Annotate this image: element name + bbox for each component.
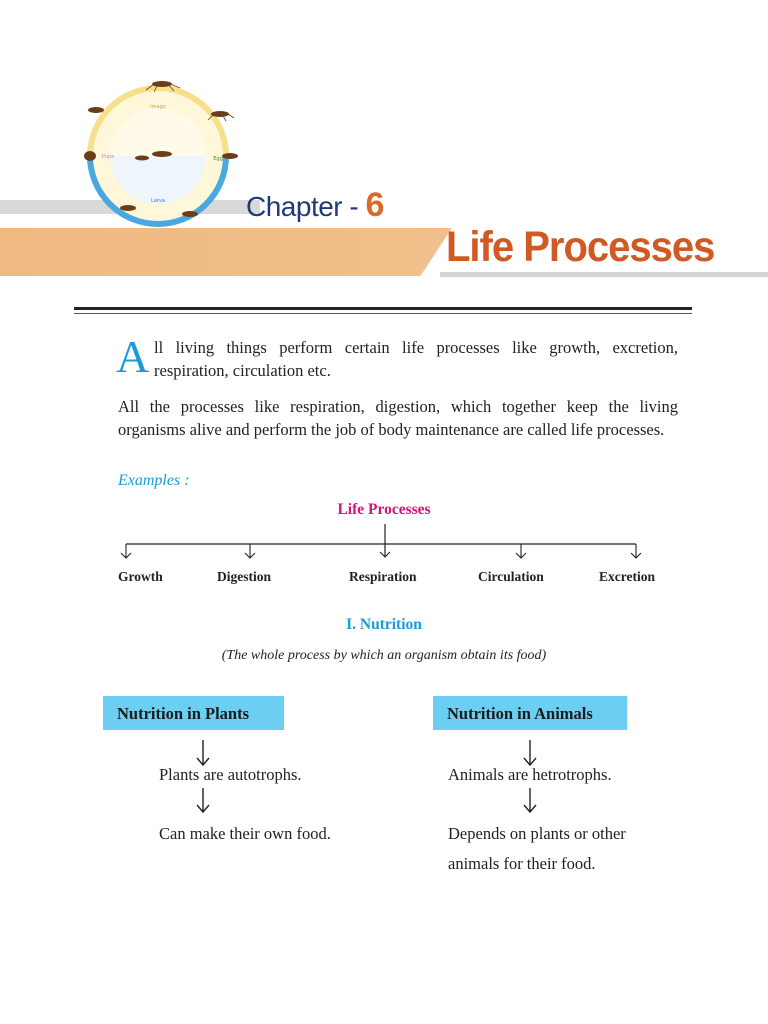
diagram-child-digestion: Digestion [217, 569, 271, 584]
animals-step-1: Animals are hetrotrophs. [448, 765, 612, 784]
nutrition-title: I. Nutrition [346, 616, 422, 633]
diagram-child-excretion: Excretion [599, 569, 655, 584]
animals-step-2-line-1: Depends on plants or other [448, 824, 626, 843]
chapter-number: 6 [365, 186, 384, 224]
examples-label: Examples : [118, 472, 190, 489]
drop-cap: A [116, 331, 150, 382]
cycle-label-imago: Imago [150, 104, 166, 110]
chapter-title: Life Processes [446, 224, 715, 271]
diagram-root-label: Life Processes [337, 501, 431, 518]
mosquito-life-cycle-icon [70, 76, 270, 236]
section-divider-thick [74, 307, 692, 310]
intro-paragraph-2: All the processes like respiration, digestion, which together keep the living organisms alive and perform the job of body maintenance are called life processes. [118, 397, 678, 439]
section-divider-thin [74, 313, 692, 314]
intro-line-1: ll living things perform certain life processes like growth, excretion, [154, 338, 678, 357]
chapter-label [246, 186, 384, 225]
plants-step-2: Can make their own food. [159, 824, 331, 843]
plants-step-1: Plants are autotrophs. [159, 765, 302, 784]
cycle-label-egg: Egg [213, 156, 223, 162]
nutrition-subtitle: (The whole process by which an organism obtain its food) [221, 648, 547, 663]
diagram-child-respiration: Respiration [349, 569, 417, 584]
diagram-child-circulation: Circulation [478, 569, 544, 584]
intro-line-2: respiration, circulation etc. [154, 361, 331, 380]
nutrition-animals-box: Nutrition in Animals [433, 696, 627, 730]
cycle-label-pupa: Pupa [101, 154, 115, 160]
header-grey-underline [440, 272, 768, 277]
cycle-label-larva: Larva [151, 198, 165, 204]
diagram-connectors [0, 520, 768, 570]
nutrition-plants-box: Nutrition in Plants [103, 696, 284, 730]
diagram-child-growth: Growth [118, 569, 163, 584]
animals-step-2-line-2: animals for their food. [448, 854, 596, 873]
chapter-word: Chapter - [246, 191, 359, 222]
